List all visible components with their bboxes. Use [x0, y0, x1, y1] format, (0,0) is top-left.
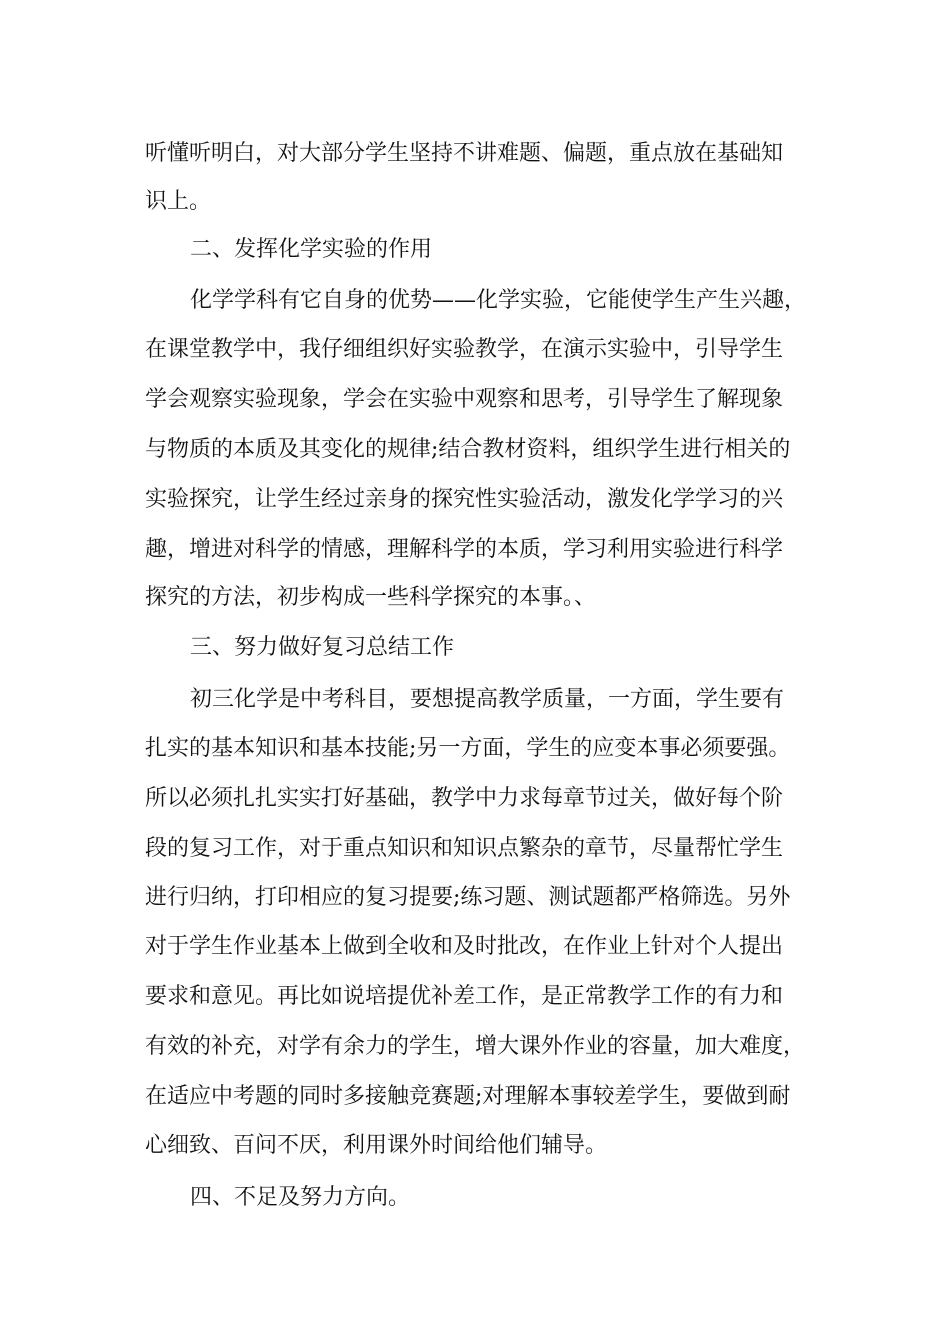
text-line: 实验探究，让学生经过亲身的探究性实验活动，激发化学学习的兴 — [145, 487, 784, 512]
text-line: 心细致、百问不厌，利用课外时间给他们辅导。 — [145, 1133, 608, 1158]
text-line: 趣，增进对科学的情感，理解科学的本质，学习利用实验进行科学 — [145, 537, 784, 562]
section-heading: 四、不足及努力方向。 — [190, 1185, 411, 1210]
text-line: 进行归纳，打印相应的复习提要;练习题、测试题都严格筛选。另外 — [145, 885, 791, 910]
text-line: 听懂听明白，对大部分学生坚持不讲难题、偏题，重点放在基础知 — [145, 141, 784, 166]
text-line: 学会观察实验现象，学会在实验中观察和思考，引导学生了解现象 — [145, 387, 784, 412]
text-line: 段的复习工作，对于重点知识和知识点繁杂的章节，尽量帮忙学生 — [145, 836, 784, 861]
text-line: 对于学生作业基本上做到全收和及时批改，在作业上针对个人提出 — [145, 934, 784, 959]
text-line: 有效的补充，对学有余力的学生，增大课外作业的容量，加大难度， — [145, 1034, 806, 1059]
section-heading: 三、努力做好复习总结工作 — [190, 635, 455, 660]
text-line: 与物质的本质及其变化的规律;结合教材资料，组织学生进行相关的 — [145, 437, 791, 462]
text-line: 在适应中考题的同时多接触竞赛题;对理解本事较差学生，要做到耐 — [145, 1084, 791, 1109]
section-heading: 二、发挥化学实验的作用 — [190, 237, 433, 262]
text-line: 扎实的基本知识和基本技能;另一方面，学生的应变本事必须要强。 — [145, 736, 791, 761]
text-line: 化学学科有它自身的优势——化学实验，它能使学生产生兴趣， — [190, 288, 807, 313]
text-line: 在课堂教学中，我仔细组织好实验教学，在演示实验中，引导学生 — [145, 337, 784, 362]
text-line: 探究的方法，初步构成一些科学探究的本事。、 — [145, 585, 597, 610]
text-line: 识上。 — [145, 189, 212, 214]
text-line: 所以必须扎扎实实打好基础，教学中力求每章节过关，做好每个阶 — [145, 786, 784, 811]
text-line: 要求和意见。再比如说培提优补差工作，是正常教学工作的有力和 — [145, 984, 784, 1009]
text-line: 初三化学是中考科目，要想提高教学质量，一方面，学生要有 — [190, 687, 785, 712]
